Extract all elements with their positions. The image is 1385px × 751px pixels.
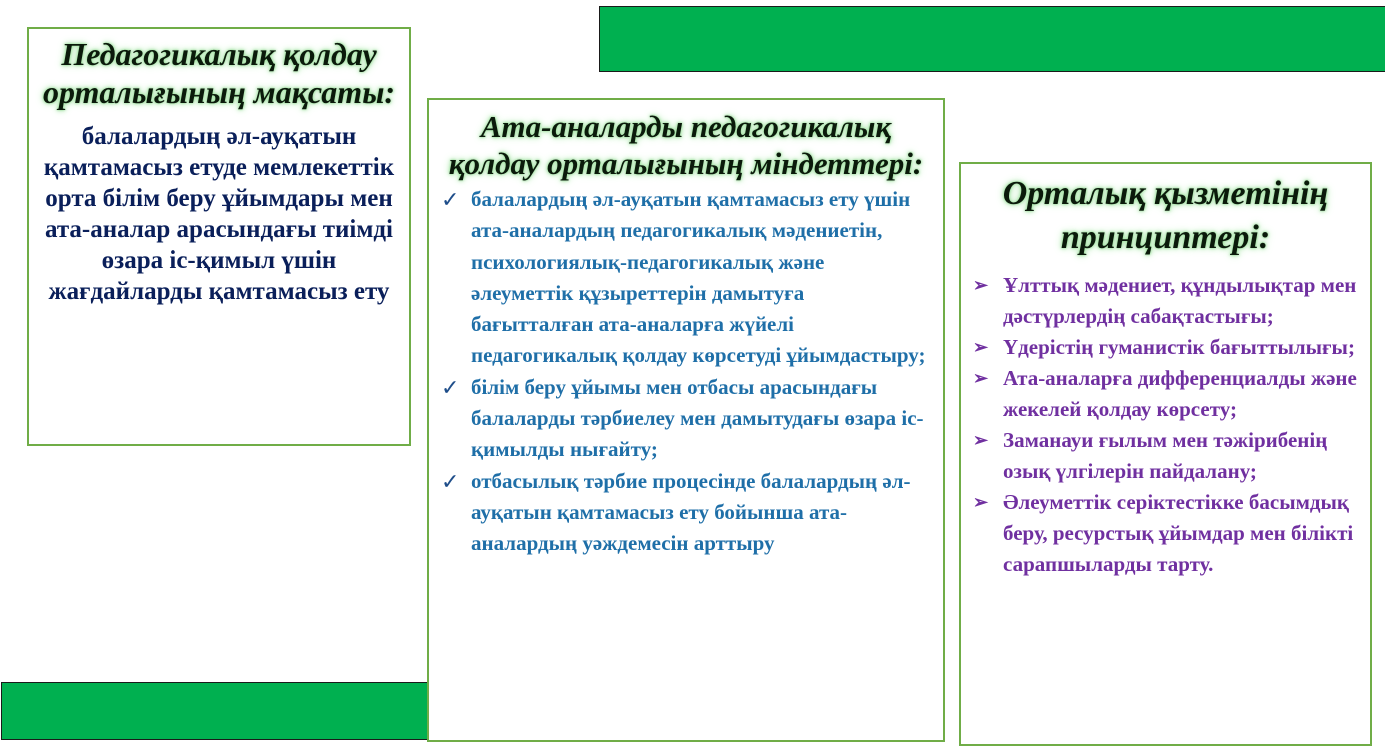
arrow-right-icon: ➢ [973,492,989,512]
goal-description: балалардың әл-ауқатын қамтамасыз етуде мемлекеттік орта білім беру ұйымдары мен ата-аналар арасындағы тиімді өзара іс-қимыл үшін жағдайларды қамтамасыз ету [43,123,395,305]
list-item [973,487,1360,580]
list-item [973,332,1360,363]
list-item [441,466,931,560]
task-text: балалардың әл-ауқатын қамтамасыз ету үшін ата-аналардың педагогикалық мәдениетін, психологиялық-педагогикалық және әлеуметтік құзыреттерін дамытуға бағытталған ата-аналарға жүйелі педагогикалық қолдау көрсетуді ұйымдастыру; [471,187,926,368]
checkmark-icon: ✓ [441,468,460,494]
principle-text: Әлеуметтік серіктестікке басымдық беру, ресурстық ұйымдар мен білікті сарапшыларды тарту. [1003,490,1354,576]
principles-title: Орталық қызметінің принциптері: [1002,175,1329,256]
arrow-right-icon: ➢ [973,368,989,388]
list-item [973,425,1360,487]
tasks-list [429,184,943,560]
checkmark-icon: ✓ [441,374,460,400]
principles-card [959,162,1372,746]
principle-text: Ата-аналарға дифференциалды және жекелей қолдау көрсету; [1003,366,1357,421]
checkmark-icon: ✓ [441,187,460,212]
goal-card [27,27,411,446]
goal-title: Педагогикалық қолдау орталығының мақсаты: [42,36,396,110]
principle-text: Заманауи ғылым мен тәжірибенің озық үлгілерін пайдалану; [1003,428,1328,483]
principle-text: Үдерістің гуманистік бағыттылығы; [1003,335,1355,359]
list-item [973,270,1360,332]
arrow-right-icon: ➢ [973,430,989,450]
task-text: білім беру ұйымы мен отбасы арасындағы балаларды тәрбиелеу мен дамытудағы өзара іс-қимылды нығайту; [471,374,924,462]
principle-text: Ұлттық мәдениет, құндылықтар мен дәстүрлердің сабақтастығы; [1003,273,1357,328]
tasks-card [427,98,945,742]
principles-list [961,270,1370,580]
arrow-right-icon: ➢ [973,275,989,295]
arrow-right-icon: ➢ [973,337,989,357]
bottom-accent-bar [1,682,429,740]
tasks-title: Ата-аналарды педагогикалық қолдау орталығының міндеттері: [448,109,924,181]
list-item [973,363,1360,425]
task-text: отбасылық тәрбие процесінде балалардың әл-ауқатын қамтамасыз ету бойынша ата-аналардың уәждемесін арттыру [471,468,911,556]
list-item [441,372,931,466]
top-accent-bar [599,6,1385,72]
list-item [441,184,931,372]
